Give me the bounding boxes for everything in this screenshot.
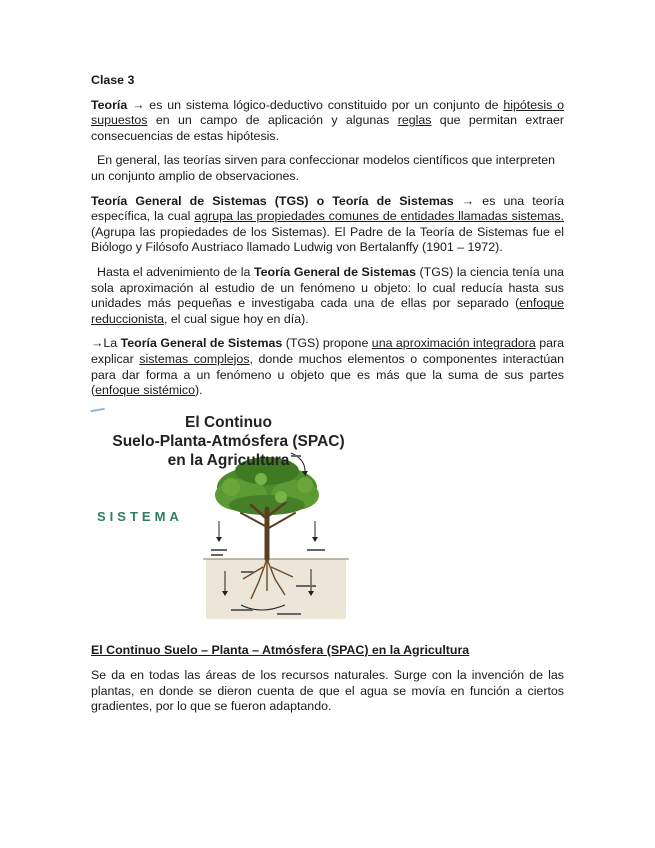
paragraph-teoria bbox=[91, 98, 564, 145]
text-segment: (TGS) propone bbox=[282, 336, 372, 351]
paragraph-tgs bbox=[91, 194, 564, 256]
figure-caption: El Continuo Suelo – Planta – Atmósfera (SPAC) en la Agricultura bbox=[91, 642, 470, 657]
text-segment: , donde muchos elementos o componentes interactúan para dar forma a un fenómeno u objeto que es más que la suma de sus partes ( bbox=[91, 351, 564, 398]
text-segment: para explicar bbox=[91, 336, 564, 366]
term-tgs-inline: Teoría General de Sistemas bbox=[120, 336, 283, 351]
class-heading: Clase 3 bbox=[91, 73, 135, 87]
text-segment: La bbox=[103, 336, 121, 351]
text-segment: , el cual sigue hoy en día). bbox=[164, 311, 309, 326]
document-body bbox=[91, 73, 564, 715]
figure-title bbox=[91, 413, 366, 470]
underlined-agrupa: agrupa las propiedades comunes de entidades llamadas sistemas. bbox=[194, 209, 564, 224]
arrow-symbol: → bbox=[132, 97, 145, 112]
term-tgs: Teoría General de Sistemas (TGS) o Teoría de Sistemas bbox=[91, 193, 454, 208]
figure-title-line: Suelo-Planta-Atmósfera (SPAC) bbox=[112, 432, 345, 450]
paragraph-modelos: En general, las teorías sirven para confeccionar modelos científicos que interpreten un conjunto amplio de observaciones. bbox=[91, 153, 556, 183]
term-teoria: Teoría bbox=[91, 97, 128, 112]
spac-figure bbox=[91, 409, 366, 629]
underlined-sistemas-complejos: sistemas complejos bbox=[139, 351, 250, 366]
underlined-hipotesis: hipótesis o supuestos bbox=[91, 97, 564, 128]
figure-title-line: en la Agricultura bbox=[167, 451, 290, 469]
paragraph-recursos: Se da en todas las áreas de los recursos naturales. Surge con la invención de las plantas, en donde se dieron cuenta de que el agua se movía en función a ciertos gradientes, por lo que se fueron adaptando. bbox=[91, 668, 564, 714]
arrow-symbol: → bbox=[91, 336, 104, 351]
underlined-enfoque-reduccionista: enfoque reduccionista bbox=[91, 296, 564, 326]
text-segment: ). bbox=[195, 383, 203, 398]
underlined-enfoque-sistemico: enfoque sistémico bbox=[95, 383, 196, 398]
arrow-symbol: → bbox=[461, 193, 475, 208]
text-segment: (TGS) la ciencia tenía una sola aproximación al estudio de un fenómeno u objeto: lo cual reducía hasta sus unidades más pequeñas e investigaba cada una de ellas por separado ( bbox=[91, 264, 564, 311]
sistema-label: SISTEMA bbox=[97, 508, 183, 524]
soil-layer bbox=[206, 559, 346, 619]
text-segment: (Agrupa las propiedades de los Sistemas). El Padre de la Teoría de Sistemas fue el Biólogo y Filósofo Austriaco llamado Ludwig von Bertalanffy (1901 – 1972). bbox=[91, 224, 564, 255]
term-tgs-inline: Teoría General de Sistemas bbox=[253, 264, 416, 279]
text-segment: Hasta el advenimiento de la bbox=[97, 264, 254, 279]
text-segment: en un campo de aplicación y algunas bbox=[147, 113, 398, 128]
paragraph-integradora bbox=[91, 336, 564, 398]
text-segment: es un sistema lógico-deductivo constituido por un conjunto de bbox=[144, 97, 504, 112]
text-segment: es una teoría específica, la cual bbox=[91, 193, 564, 224]
figure-title-line: El Continuo bbox=[185, 413, 272, 431]
underlined-reglas: reglas bbox=[397, 113, 432, 128]
paragraph-reduccionista bbox=[91, 265, 564, 327]
text-segment: que permitan extraer consecuencias de estas hipótesis. bbox=[91, 113, 564, 143]
underlined-aproximacion: una aproximación integradora bbox=[371, 336, 536, 351]
